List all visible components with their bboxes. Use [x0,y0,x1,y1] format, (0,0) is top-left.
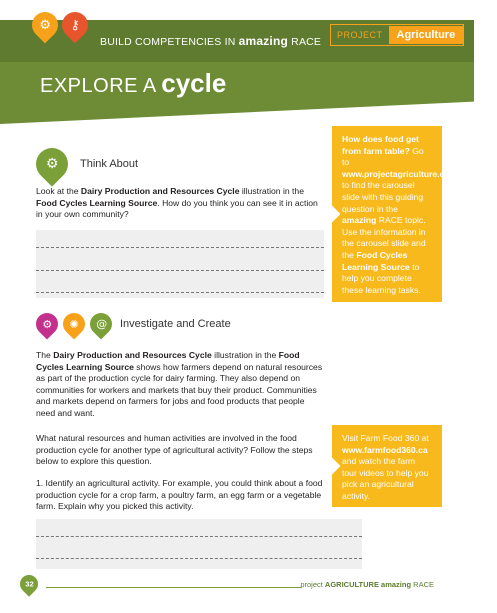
sidebar-notch [324,206,341,223]
investigate-intro: The Dairy Production and Resources Cycle illustration in the Food Cycles Learning Source shows how farmers depend on natural resources as part of the production cycle for dairy farming. They also depend on communities for workers and markets that buy their product. Communities and markets depend on farmers for jobs and food products that people need and want. [36,350,323,418]
footer-brand: project AGRICULTURE amazing RACE [300,580,434,589]
investigate-title: Investigate and Create [120,318,231,330]
page-number: 32 [24,579,34,589]
sidebar-notch [324,458,341,475]
gear-icon: ⚙ [27,7,64,44]
page-title [40,68,226,99]
sidebar-farm-food-360: Visit Farm Food 360 at www.farmfood360.ca and watch the farm tour videos to help you pick an agricultural activity. [332,425,442,507]
answer-line [36,247,324,248]
think-about-heading [36,148,138,180]
think-about-answer-area[interactable] [36,230,324,298]
investigate-answer-area[interactable] [36,519,362,569]
head-gears-icon: ⚙ [29,141,74,186]
think-about-text: Look at the Dairy Production and Resources Cycle illustration in the Food Cycles Learning Source. How do you think you can see it in action in your own community? [36,186,318,220]
investigate-step-1: 1. Identify an agricultural activity. For example, you could think about a food production cycle for a crop farm, a poultry farm, an egg farm or a vegetable farm. Explain why you picked this activity. [36,478,323,512]
sidebar-guiding-question: How does food get from farm table? Go to www.projectagriculture.ca/elementary to find the carousel slide with this guiding question in the amazing RACE topic. Use the information in the carousel slide and the Food Cycles Learning Source to help you complete these learning tasks. [332,126,442,302]
page-number-badge [16,571,41,596]
investigate-icons [36,313,112,335]
title-bold: cycle [161,68,227,98]
subject-tab-label: Agriculture [389,26,464,44]
project-tab [330,24,464,46]
competencies-label: BUILD COMPETENCIES IN amazing RACE [100,34,322,48]
investigate-question: What natural resources and human activities are involved in the food production cycle for another type of agricultural activity? Follow the steps below to explore this question. [36,433,313,467]
answer-line [36,292,324,293]
key-icon: ⚷ [57,7,94,44]
think-about-title: Think About [80,158,139,170]
at-sign-icon: @ [85,308,116,339]
project-tab-label: PROJECT [337,30,383,40]
answer-line [36,558,362,559]
footer-rule [46,587,301,588]
gear-icon: ⚙ [31,308,62,339]
lightbulb-icon: ✺ [58,308,89,339]
investigate-heading [36,313,231,335]
answer-line [36,270,324,271]
answer-line [36,536,362,537]
title-light: EXPLORE A [40,75,157,97]
